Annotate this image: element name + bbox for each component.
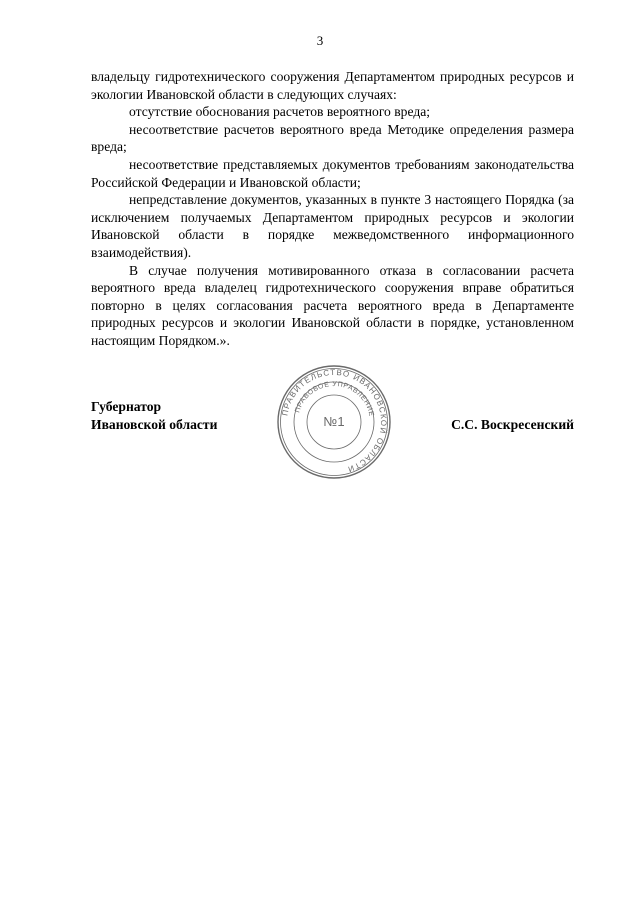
signatory-name: С.С. Воскресенский: [451, 417, 574, 432]
paragraph-5: непредставление документов, указанных в пункте 3 настоящего Порядка (за исключением получаемых Департаментом природных ресурсов и экологии Ивановской области в порядке межведомственного информационного взаимодействия).: [91, 192, 574, 260]
signatory-title: [91, 398, 217, 433]
seal-outer-text: ПРАВИТЕЛЬСТВО ИВАНОВСКОЙ ОБЛАСТИ: [280, 367, 389, 475]
paragraph-2: отсутствие обоснования расчетов вероятного вреда;: [129, 104, 431, 120]
seal-inner-text: ПРАВОВОЕ УПРАВЛЕНИЕ: [294, 380, 375, 418]
document-body: [91, 68, 574, 350]
page-number: 3: [316, 33, 324, 48]
signatory-title-line-1: Губернатор: [91, 399, 162, 414]
official-seal: [276, 364, 392, 480]
paragraph-4: несоответствие представляемых документов требованиям законодательства Российской Федерации и Ивановской области;: [91, 156, 574, 190]
paragraph-6: В случае получения мотивированного отказа в согласовании расчета вероятного вреда владелец гидротехнического сооружения вправе обратиться повторно в целях согласования расчета вероятного вреда в Департаменте природных ресурсов и экологии Ивановской области в порядке, установленном настоящим Порядком.».: [91, 262, 574, 348]
seal-center-number: №1: [323, 414, 345, 429]
signatory-title-line-2: Ивановской области: [91, 416, 218, 432]
paragraph-3: несоответствие расчетов вероятного вреда Методике определения размера вреда;: [91, 121, 574, 155]
paragraph-1: владельцу гидротехнического сооружения Департаментом природных ресурсов и экологии Ивановской области в следующих случаях:: [91, 69, 574, 102]
